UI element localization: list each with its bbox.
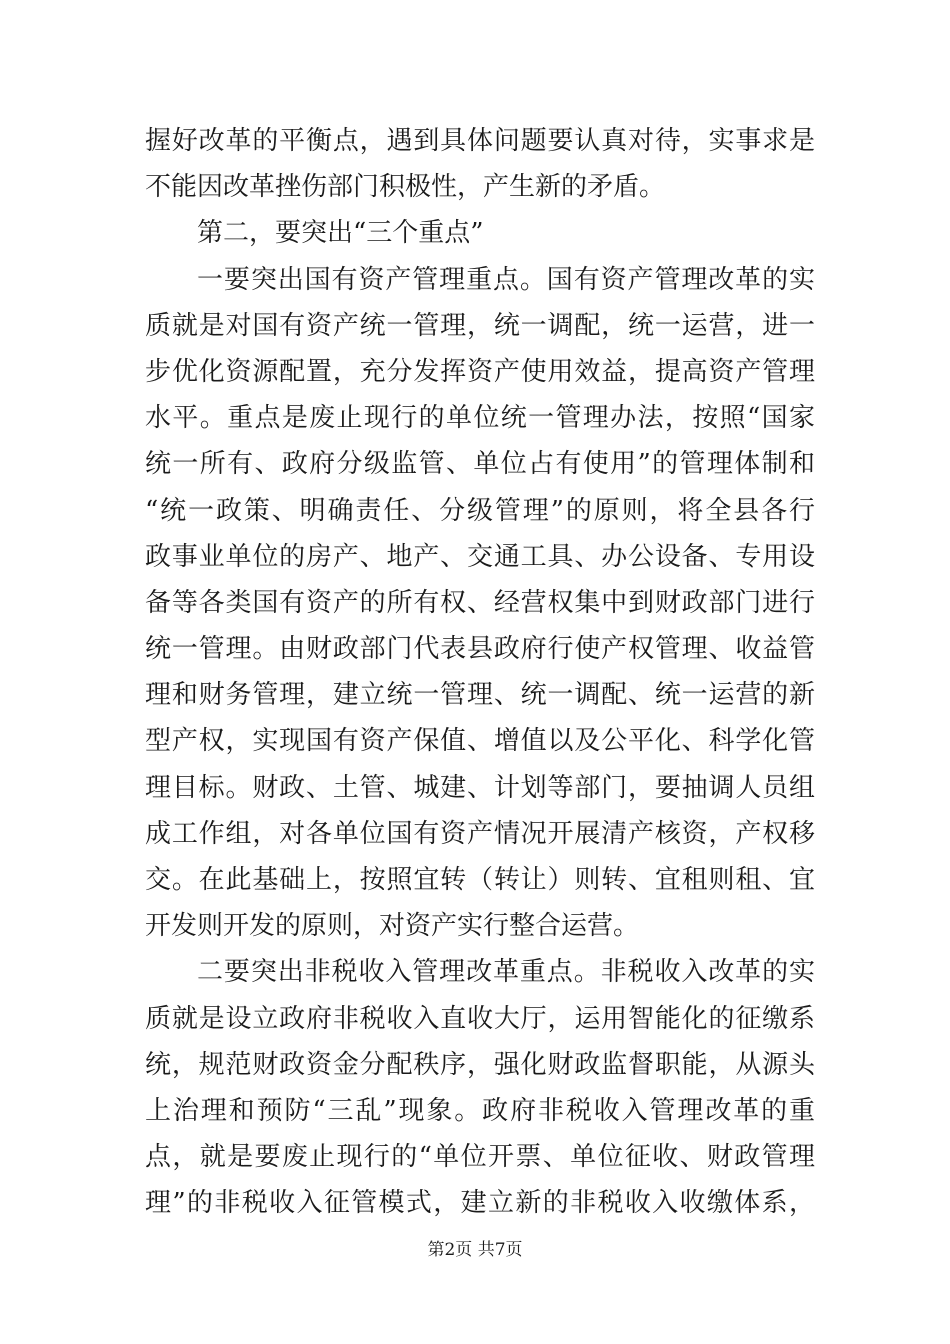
text-line: 质就是设立政府非税收入直收大厅，运用智能化的征缴系 [145, 1003, 815, 1034]
text-line: 交。在此基础上，按照宜转（转让）则转、宜租则租、宜 [145, 865, 815, 895]
text-line: 上治理和预防“三乱”现象。政府非税收入管理改革的重 [145, 1095, 815, 1126]
text-line: 水平。重点是废止现行的单位统一管理办法，按照“国家 [145, 403, 815, 434]
body-text [145, 118, 815, 1227]
text-line: “统一政策、明确责任、分级管理”的原则，将全县各行 [145, 495, 815, 526]
paragraph-start-line: 二要突出非税收入管理改革重点。非税收入改革的实 [197, 957, 815, 988]
text-line: 握好改革的平衡点，遇到具体问题要认真对待，实事求是 [145, 126, 815, 156]
text-line: 理和财务管理，建立统一管理、统一调配、统一运营的新 [145, 680, 815, 711]
text-line: 政事业单位的房产、地产、交通工具、办公设备、专用设 [145, 541, 815, 572]
text-line: 统一管理。由财政部门代表县政府行使产权管理、收益管 [145, 634, 815, 665]
paragraph-start-line: 一要突出国有资产管理重点。国有资产管理改革的实 [197, 264, 815, 295]
page-number-footer: 第2页 共7页 [427, 1240, 523, 1260]
text-line: 步优化资源配置，充分发挥资产使用效益，提高资产管理 [145, 356, 815, 387]
text-line: 统，规范财政资金分配秩序，强化财政监督职能，从源头 [145, 1049, 815, 1080]
text-line: 理”的非税收入征管模式，建立新的非税收入收缴体系， [145, 1188, 815, 1219]
text-line: 理目标。财政、土管、城建、计划等部门，要抽调人员组 [145, 772, 815, 803]
text-line: 质就是对国有资产统一管理，统一调配，统一运营，进一 [145, 310, 815, 341]
text-line: 型产权，实现国有资产保值、增值以及公平化、科学化管 [145, 726, 815, 757]
text-line: 统一所有、政府分级监管、单位占有使用”的管理体制和 [145, 449, 815, 480]
text-line: 点，就是要废止现行的“单位开票、单位征收、财政管理 [145, 1142, 815, 1173]
section-heading: 第二，要突出“三个重点” [197, 218, 484, 249]
text-line: 不能因改革挫伤部门积极性，产生新的矛盾。 [145, 172, 666, 203]
text-line: 成工作组，对各单位国有资产情况开展清产核资，产权移 [145, 818, 815, 849]
text-line: 开发则开发的原则，对资产实行整合运营。 [145, 911, 640, 942]
text-line: 备等各类国有资产的所有权、经营权集中到财政部门进行 [145, 587, 815, 618]
